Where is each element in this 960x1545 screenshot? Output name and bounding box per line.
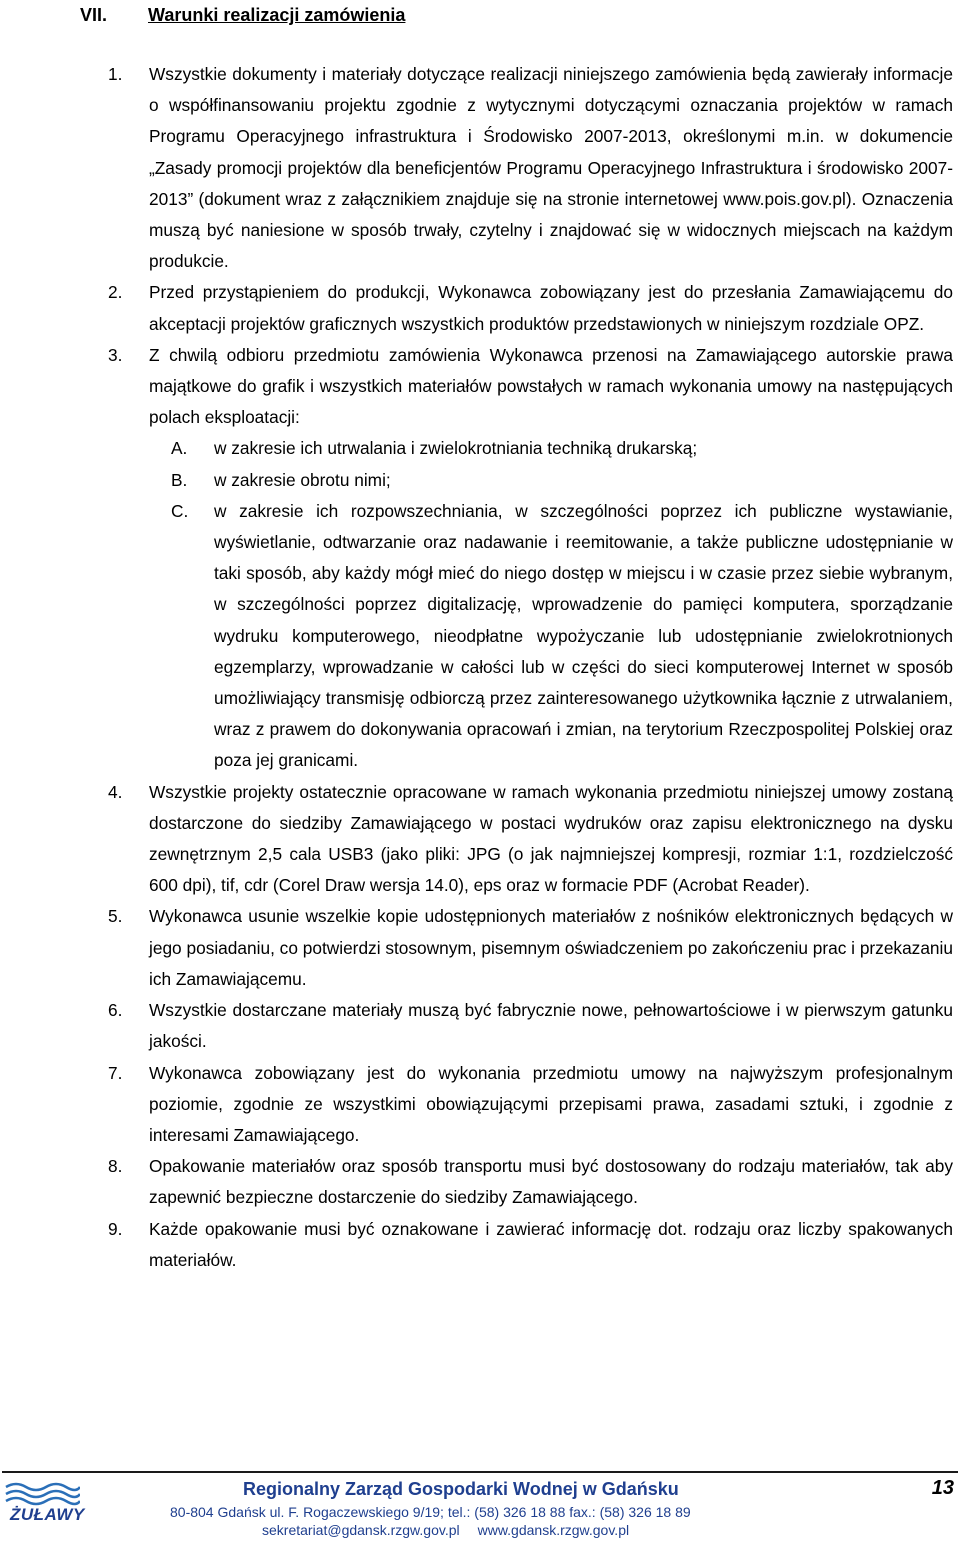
conditions-list — [0, 59, 960, 1276]
item-number: 7. — [108, 1062, 123, 1083]
item-text: Wykonawca zobowiązany jest do wykonania przedmiotu umowy na najwyższym profesjonalnym poziomie, zgodnie ze wszystkimi obowiązującymi przepisami prawa, zasadami sztuki, i zgodnie z interesami Zamawiającego. — [149, 1062, 953, 1145]
zulawy-logo — [4, 1479, 85, 1524]
item-text: Wszystkie dostarczane materiały muszą być fabrycznie nowe, pełnowartościowe i w pierwszym gatunku jakości. — [149, 1000, 953, 1052]
item-number: 9. — [108, 1218, 123, 1239]
item-text: Wszystkie dokumenty i materiały dotyczące realizacji niniejszego zamówienia będą zawierały informacje o współfinansowaniu projektu zgodnie z wytycznymi dotyczącymi oznaczania projektów w ramach Programu Operacyjnego infrastruktura i Środowisko 2007-2013, określonymi m.in. w dokumencie „Zasady promocji projektów dla beneficjentów Programu Operacyjnego Infrastruktura i środowisko 2007-2013” (dokument wraz z załącznikiem znajduje się na stronie internetowej www.pois.gov.pl). Oznaczenia muszą być naniesione w sposób trwały, czytelny i znajdować się w widocznych miejscach na każdym produkcie. — [149, 64, 953, 272]
sub-item-letter: B. — [171, 469, 188, 490]
item-text: Z chwilą odbioru przedmiotu zamówienia Wykonawca przenosi na Zamawiającego autorskie prawa majątkowe do grafik i wszystkich materiałów powstałych w ramach wykonania umowy na następujących polach eksploatacji: — [149, 344, 953, 428]
item-number: 6. — [108, 1000, 123, 1021]
organization-address: 80-804 Gdańsk ul. F. Rogaczewskiego 9/19; tel.: (58) 326 18 88 fax.: (58) 326 18 89 — [170, 1504, 691, 1520]
sub-item-text: w zakresie obrotu nimi; — [214, 469, 391, 490]
list-item — [0, 1151, 960, 1213]
sub-item — [0, 465, 960, 496]
sub-item — [0, 496, 960, 777]
sub-item-letter: A. — [171, 438, 188, 459]
item-text: Przed przystąpieniem do produkcji, Wykonawca zobowiązany jest do przesłania Zamawiającemu do akceptacji projektów graficznych wszystkich produktów przedstawionych w niniejszym rozdziale OPZ. — [149, 282, 953, 334]
item-number: 2. — [108, 282, 123, 303]
list-item — [0, 777, 960, 902]
section-number: VII. — [80, 5, 108, 25]
item-number: 8. — [108, 1156, 123, 1177]
list-item — [0, 277, 960, 339]
sub-item-text: w zakresie ich rozpowszechniania, w szczególności poprzez ich publiczne wystawianie, wyświetlanie, odtwarzanie oraz nadawanie i reemitowanie, a także publiczne udostępnianie w taki sposób, aby każdy mógł mieć do niego dostęp w miejscu i w czasie przez siebie wybranym, w szczególności poprzez digitalizację, wprowadzenie do pamięci komputera, sporządzanie wydruku komputerowego, nieodpłatne wypożyczanie lub udostępnianie zwielokrotnionych egzemplarzy, wprowadzanie w całości lub w części do sieci komputerowej Internet w sposób umożliwiający transmisję odbiorczą przez zainteresowanego użytkownika łącznie z utrwalaniem, wraz z prawem do dokonywania opracowań i zmian, na terytorium Rzeczpospolitej Polskiej oraz poza jej granicami. — [214, 500, 953, 771]
logo-text: ŻUŁAWY — [10, 1505, 85, 1524]
section-heading — [80, 0, 405, 30]
item-text: Wszystkie projekty ostatecznie opracowane w ramach wykonania przedmiotu niniejszej umowy zostaną dostarczone do siedziby Zamawiającego w postaci wydruków oraz zapisu elektronicznego na dysku zewnętrznym 2,5 cala USB3 (jako pliki: JPG (o jak najmniejszej kompresji, rozmiar 1:1, rozdzielczość 600 dpi), tif, cdr (Corel Draw wersja 14.0), eps oraz w formacie PDF (Acrobat Reader). — [149, 781, 953, 896]
list-item — [0, 901, 960, 995]
item-text: Opakowanie materiałów oraz sposób transportu musi być dostosowany do rodzaju materiałów, tak aby zapewnić bezpieczne dostarczenie do siedziby Zamawiającego. — [149, 1156, 953, 1208]
sub-item-letter: C. — [171, 500, 189, 521]
email-link[interactable]: sekretariat@gdansk.rzgw.gov.pl — [262, 1522, 460, 1538]
sub-item — [0, 433, 960, 464]
item-number: 5. — [108, 906, 123, 927]
footer-divider — [2, 1471, 958, 1473]
sub-item-text: w zakresie ich utrwalania i zwielokrotniania techniką drukarską; — [214, 438, 698, 459]
page-footer — [0, 1471, 960, 1545]
item-text: Wykonawca usunie wszelkie kopie udostępnionych materiałów z nośników elektronicznych będących w jego posiadaniu, co potwierdzi stosownym, pisemnym oświadczeniem po zakończeniu prac i przekazaniu ich Zamawiającemu. — [149, 906, 953, 989]
page-number: 13 — [931, 1477, 954, 1499]
item-number: 4. — [108, 781, 123, 802]
list-item — [0, 995, 960, 1057]
list-item — [0, 340, 960, 434]
list-item — [0, 59, 960, 277]
item-text: Każde opakowanie musi być oznakowane i zawierać informację dot. rodzaju oraz liczby spakowanych materiałów. — [149, 1218, 953, 1270]
section-title: Warunki realizacji zamówienia — [148, 5, 406, 25]
organization-name: Regionalny Zarząd Gospodarki Wodnej w Gdańsku — [243, 1479, 679, 1499]
list-item — [0, 1214, 960, 1276]
list-item — [0, 1058, 960, 1152]
website-link[interactable]: www.gdansk.rzgw.gov.pl — [477, 1522, 630, 1538]
item-number: 3. — [108, 344, 123, 365]
item-number: 1. — [108, 64, 123, 84]
contact-line — [262, 1522, 629, 1538]
